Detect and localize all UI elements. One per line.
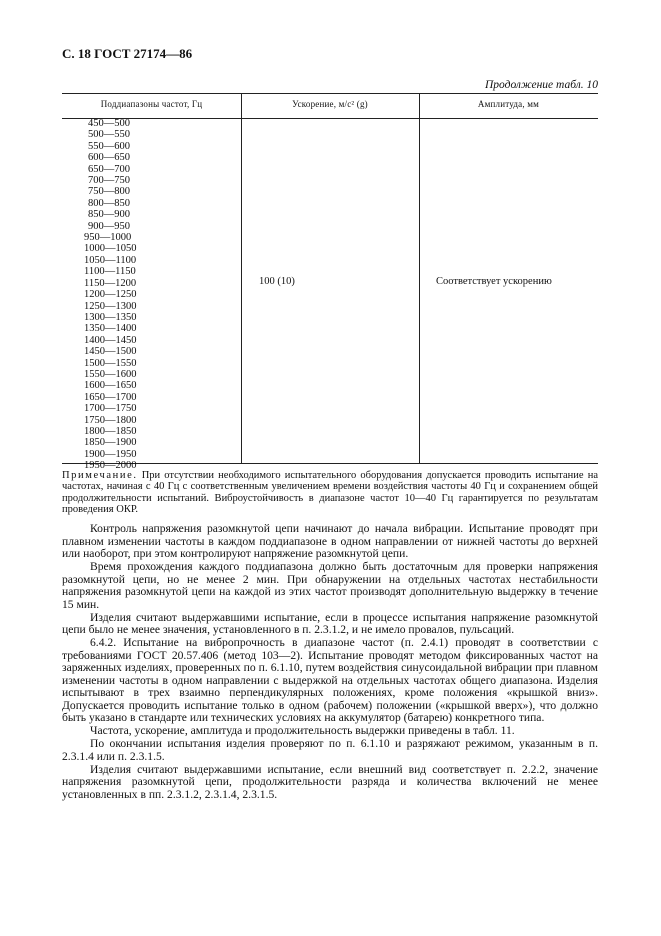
acceleration-value: 100 (10) bbox=[259, 276, 295, 287]
column-header-acceleration: Ускорение, м/с² (g) bbox=[292, 99, 368, 109]
frequency-range-row: 750—800 bbox=[88, 186, 130, 198]
page-header: С. 18 ГОСТ 27174—86 bbox=[62, 46, 193, 61]
frequency-range-row: 1950—2000 bbox=[84, 460, 137, 472]
note-label: Примечание. bbox=[62, 470, 138, 481]
table-column-divider-1 bbox=[241, 93, 242, 464]
table-note bbox=[62, 470, 598, 516]
body-paragraph: По окончании испытания изделия проверяют по п. 6.1.10 и разряжают режимом, указанным в п. 2.3.1.4 или п. 2.3.1.5. bbox=[62, 737, 598, 763]
amplitude-value: Соответствует ускорению bbox=[436, 276, 552, 287]
frequency-range-row: 1850—1900 bbox=[84, 437, 137, 449]
body-paragraph: 6.4.2. Испытание на вибропрочность в диапазоне частот (п. 2.4.1) проводят в соответствии с требованиями ГОСТ 20.57.406 (метод 103—2). Испытание проводят методом фиксированных частот на заряженных изделиях, проверенных по п. 6.1.10, путем воздействия синусоидальной вибрации при плавном изменении частоты в одном направлении с выдержкой на отдельных частотах общего диапазона. Изделия испытывают в трех взаимно перпендикулярных положениях, кроме положения «крышкой вниз». Допускается проводить испытание только в одном (рабочем) положении («крышкой вверх»), что должно быть указано в стандарте или технических условиях на аккумулятор (батарею) конкретного типа. bbox=[62, 636, 598, 724]
frequency-range-row: 1800—1850 bbox=[84, 425, 137, 437]
frequency-range-row: 1400—1450 bbox=[84, 334, 137, 346]
frequency-range-row: 550—600 bbox=[88, 140, 130, 152]
body-paragraph: Изделия считают выдержавшими испытание, если в процессе испытания напряжение разомкнутой цепи было не менее значения, установленного в п. 2.3.1.2, и не имело провалов, пульсаций. bbox=[62, 610, 598, 636]
table-continuation-title: Продолжение табл. 10 bbox=[485, 79, 598, 91]
frequency-range-row: 700—750 bbox=[88, 175, 130, 187]
table-bottom-rule bbox=[62, 463, 598, 464]
table-header-rule bbox=[62, 118, 598, 119]
frequency-range-row: 1250—1300 bbox=[84, 300, 137, 312]
frequency-range-row: 1200—1250 bbox=[84, 289, 137, 301]
frequency-range-row: 1600—1650 bbox=[84, 380, 137, 392]
table-column-divider-2 bbox=[419, 93, 420, 464]
frequency-range-list bbox=[84, 118, 137, 472]
frequency-range-row: 1000—1050 bbox=[84, 243, 137, 255]
frequency-range-row: 1100—1150 bbox=[84, 266, 136, 278]
body-paragraph: Контроль напряжения разомкнутой цепи начинают до начала вибрации. Испытание проводят при плавном изменении частоты в каждом поддиапазоне в одном направлении от нижней частоты до верхней или наоборот, при этом контролируют напряжение разомкнутой цепи. bbox=[62, 522, 598, 560]
frequency-range-row: 900—950 bbox=[88, 220, 130, 232]
table-top-rule bbox=[62, 93, 598, 94]
frequency-range-row: 1900—1950 bbox=[84, 448, 137, 460]
frequency-range-row: 650—700 bbox=[88, 163, 130, 175]
column-header-frequency: Поддиапазоны частот, Гц bbox=[100, 99, 203, 109]
frequency-range-row: 1150—1200 bbox=[84, 277, 137, 289]
frequency-range-row: 1750—1800 bbox=[84, 414, 137, 426]
frequency-range-row: 1300—1350 bbox=[84, 311, 137, 323]
frequency-range-row: 800—850 bbox=[88, 197, 130, 209]
column-header-amplitude: Амплитуда, мм bbox=[477, 99, 540, 109]
frequency-range-row: 600—650 bbox=[88, 152, 130, 164]
body-paragraph: Время прохождения каждого поддиапазона должно быть достаточным для проверки напряжения разомкнутой цепи, но не менее 2 мин. При обнаружении на отдельных частотах нестабильности напряжения разомкнутой цепи на каждой из этих частот производят дополнительную выдержку в течение 15 мин. bbox=[62, 560, 598, 611]
frequency-range-row: 450—500 bbox=[88, 118, 130, 129]
frequency-range-row: 1350—1400 bbox=[84, 323, 137, 335]
frequency-range-row: 1050—1100 bbox=[84, 254, 137, 266]
frequency-range-row: 850—900 bbox=[88, 209, 130, 221]
frequency-range-row: 500—550 bbox=[88, 129, 130, 141]
note-text: При отсутствии необходимого испытательного оборудования допускается проводить испытание на частотах, начиная с 40 Гц с соответственным увеличением времени воздействия частоты 40 Гц и сохранением общей продолжительности испытаний. Виброустойчивость в диапазоне частот 10—40 Гц гарантируется по результатам проведения ОКР. bbox=[62, 470, 598, 516]
frequency-range-row: 1450—1500 bbox=[84, 346, 137, 358]
frequency-range-row: 1550—1600 bbox=[84, 368, 137, 380]
body-paragraph: Частота, ускорение, амплитуда и продолжительность выдержки приведены в табл. 11. bbox=[90, 724, 515, 737]
frequency-range-row: 1500—1550 bbox=[84, 357, 137, 369]
frequency-range-row: 1650—1700 bbox=[84, 391, 137, 403]
frequency-range-row: 950—1000 bbox=[84, 232, 132, 244]
body-paragraph: Изделия считают выдержавшими испытание, если внешний вид соответствует п. 2.2.2, значение напряжения разомкнутой цепи, продолжительности разряда и количества включений не менее установленных в пп. 2.3.1.2, 2.3.1.4, 2.3.1.5. bbox=[62, 762, 598, 801]
body-text bbox=[62, 523, 598, 802]
frequency-range-row: 1700—1750 bbox=[84, 403, 137, 415]
